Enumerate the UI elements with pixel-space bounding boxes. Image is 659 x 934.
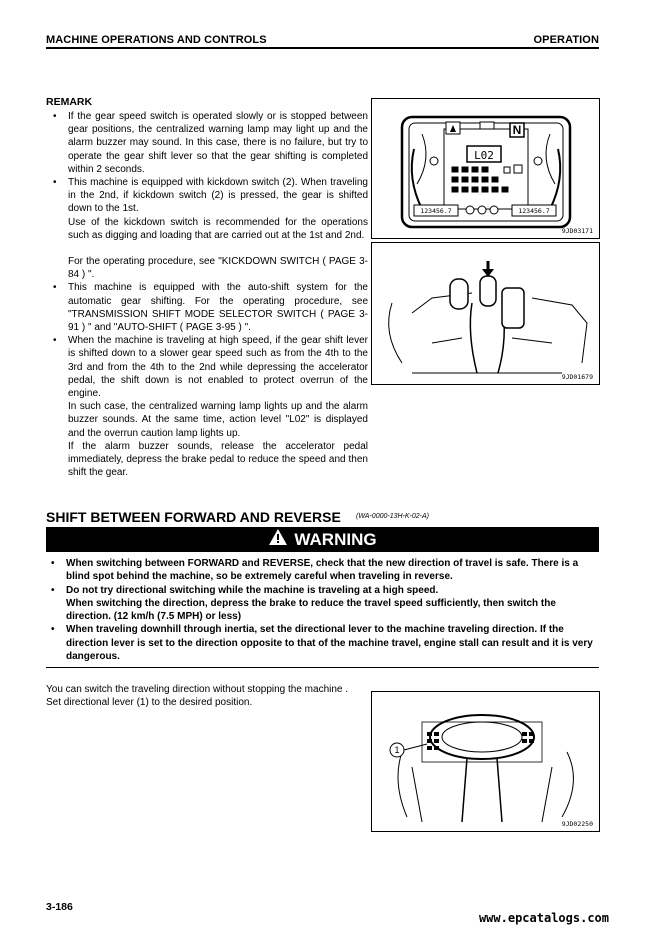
body-line: You can switch the traveling direction without stopping the machine . xyxy=(46,684,349,695)
warning-item xyxy=(46,584,599,624)
bullet-icon: • xyxy=(51,558,55,569)
remark-title: REMARK xyxy=(46,96,93,108)
figure-code: 9JD03171 xyxy=(561,227,593,235)
bullet-icon: • xyxy=(53,335,57,347)
remark-item xyxy=(50,334,368,479)
remark-paragraph: For the operating procedure, see "KICKDOWN SWITCH ( PAGE 3-84 ) ". xyxy=(68,256,368,281)
warning-rule xyxy=(46,667,599,668)
remark-paragraph: When the machine is traveling at high speed, if the gear shift lever is shifted down to a slower gear speed such as from the 4th to the 3rd and from the 4th to the 2nd while depressing the accelerator pedal, the shift down is not enabled to protect overrun of the engine. xyxy=(68,335,368,400)
remark-paragraph: This machine is equipped with kickdown switch (2). When traveling in the 2nd, if kickdown switch (2) is pressed, the gear is shifted down to the 1st. xyxy=(68,177,368,215)
remark-paragraph: Use of the kickdown switch is recommended for the operations such as digging and loading that are carried out at the 1st and 2nd. xyxy=(68,216,368,241)
header-section-title: MACHINE OPERATIONS AND CONTROLS xyxy=(46,34,267,46)
page-number: 3-186 xyxy=(46,901,73,913)
remark-paragraph: If the gear speed switch is operated slowly or is stopped between gear positions, the centralized warning lamp may light up and the alarm buzzer may sound. In this case, there is no failure, but try to operate the gear shift lever so that the gear shifting is completed within 2 seconds. xyxy=(68,111,368,175)
warning-paragraph: When switching between FORWARD and REVERSE, check that the new direction of travel is safe. There is a blind spot behind the machine, so be extremely careful when traveling in reverse. xyxy=(66,558,579,583)
warning-item xyxy=(46,557,599,584)
remark-list xyxy=(50,110,368,479)
warning-triangle-icon xyxy=(268,528,288,551)
body-text xyxy=(46,683,356,710)
odometer-right: 123456.7 xyxy=(518,207,550,215)
warning-banner xyxy=(46,527,599,552)
bullet-icon: • xyxy=(53,111,57,122)
header-rule xyxy=(46,47,599,49)
kickdown-lever-illustration xyxy=(372,243,599,384)
warning-list xyxy=(46,557,599,663)
action-level-display: L02 xyxy=(474,149,494,162)
website-watermark: www.epcatalogs.com xyxy=(478,911,609,925)
warning-item xyxy=(46,623,599,663)
warning-paragraph: When traveling downhill through inertia, set the directional lever to the machine traveling direction. If the direction lever is set to the direction opposite to that of the machine travel, engine stall can result and it is very dangerous. xyxy=(66,624,593,663)
bullet-icon: • xyxy=(53,282,57,294)
figure-code: 9JD01679 xyxy=(561,373,593,381)
remark-paragraph: In such case, the centralized warning lamp lights up and the alarm buzzer sounds. At the same time, action level "L02" is displayed and the overrun caution lamp lights up. xyxy=(68,401,368,439)
bullet-icon: • xyxy=(51,624,55,636)
figure-kickdown-switch xyxy=(371,242,600,385)
remark-paragraph: This machine is equipped with the auto-shift system for the automatic gear shifting. For the operating procedure, see "TRANSMISSION SHIFT MODE SELECTOR SWITCH ( PAGE 3-91 ) " and "AUTO-SHIFT ( PAGE 3-95 ) ". xyxy=(68,282,368,334)
figure-monitor-panel xyxy=(371,98,600,239)
figure-code: 9JD02250 xyxy=(561,820,593,828)
header-chapter-title: OPERATION xyxy=(533,34,599,46)
remark-paragraph: If the alarm buzzer sounds, release the accelerator pedal immediately, depress the brake pedal to reduce the speed and then shift the gear. xyxy=(68,440,368,479)
remark-item xyxy=(50,281,368,334)
bullet-icon: • xyxy=(51,584,55,596)
remark-paragraph xyxy=(68,242,368,255)
monitor-panel-illustration xyxy=(372,99,599,238)
bullet-icon: • xyxy=(53,177,57,189)
transmission-mode-indicator: N xyxy=(512,123,522,137)
cab-steering-illustration xyxy=(372,692,599,831)
section-code: (WA-0000-13H-K-02-A) xyxy=(356,513,430,520)
remark-item xyxy=(50,110,368,176)
figure-directional-lever xyxy=(371,691,600,832)
section-title: SHIFT BETWEEN FORWARD AND REVERSE xyxy=(46,509,341,525)
body-line: Set directional lever (1) to the desired position. xyxy=(46,697,253,709)
warning-label: WARNING xyxy=(294,529,377,549)
warning-paragraph: Do not try directional switching while the machine is traveling at a high speed. xyxy=(66,584,439,596)
remark-item xyxy=(50,176,368,281)
callout-number: 1 xyxy=(394,745,400,755)
odometer-left: 123456.7 xyxy=(420,207,452,215)
warning-paragraph: When switching the direction, depress the brake to reduce the travel speed sufficiently, then switch the direction. (12 km/h (7.5 MPH) or less) xyxy=(66,597,556,623)
